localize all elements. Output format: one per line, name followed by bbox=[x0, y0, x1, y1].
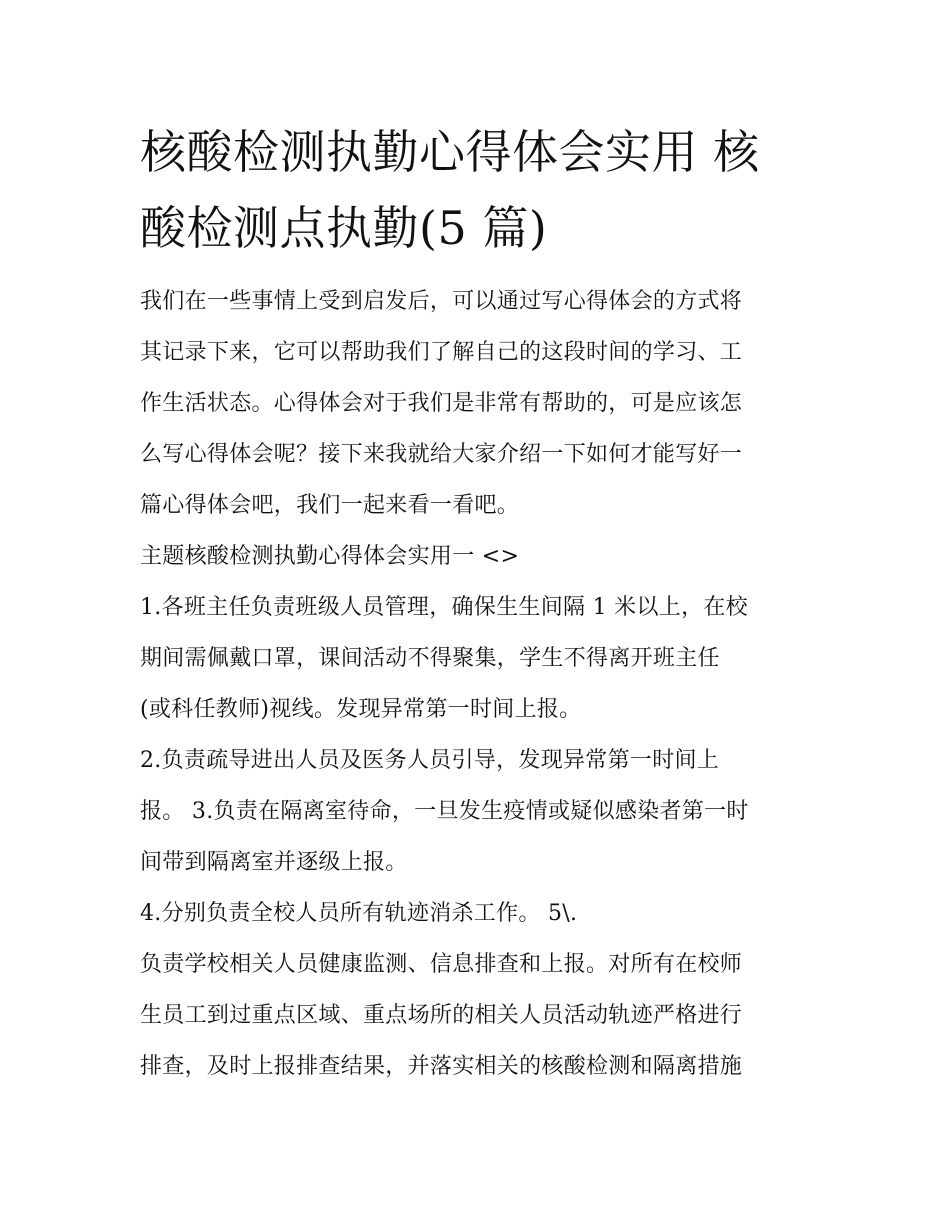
body-line-1: 我们在一些事情上受到启发后，可以通过写心得体会的方式将 bbox=[140, 289, 743, 314]
document-body bbox=[140, 276, 820, 1092]
body-line-10: 2.负责疏导进出人员及医务人员引导，发现异常第一时间上 bbox=[140, 748, 720, 773]
body-line-5: 篇心得体会吧，我们一起来看一看吧。 bbox=[140, 493, 520, 518]
body-line-2: 其记录下来，它可以帮助我们了解自己的这段时间的学习、工 bbox=[140, 340, 743, 365]
body-line-12: 间带到隔离室并逐级上报。 bbox=[140, 850, 408, 875]
title-line-2: 酸检测点执勤(5 篇) bbox=[140, 201, 548, 255]
body-line-3: 作生活状态。心得体会对于我们是非常有帮助的，可是应该怎 bbox=[140, 391, 743, 416]
body-line-14: 负责学校相关人员健康监测、信息排查和上报。对所有在校师 bbox=[140, 952, 743, 977]
body-line-7: 1.各班主任负责班级人员管理，确保生生间隔 1 米以上，在校 bbox=[140, 595, 748, 620]
body-line-11: 报。 3.负责在隔离室待命，一旦发生疫情或疑似感染者第一时 bbox=[140, 799, 749, 824]
title-line-1: 核酸检测执勤心得体会实用 核 bbox=[140, 125, 760, 179]
body-line-15: 生员工到过重点区域、重点场所的相关人员活动轨迹严格进行 bbox=[140, 1003, 743, 1028]
body-line-8: 期间需佩戴口罩，课间活动不得聚集，学生不得离开班主任 bbox=[140, 646, 720, 671]
section-heading: 主题核酸检测执勤心得体会实用一 <> bbox=[140, 544, 520, 569]
document-title bbox=[140, 114, 820, 266]
body-line-4: 么写心得体会呢？接下来我就给大家介绍一下如何才能写好一 bbox=[140, 442, 743, 467]
body-line-16: 排查，及时上报排查结果，并落实相关的核酸检测和隔离措施 bbox=[140, 1054, 743, 1079]
body-line-13: 4.分别负责全校人员所有轨迹消杀工作。 5\. bbox=[140, 901, 578, 926]
body-line-9: (或科任教师)视线。发现异常第一时间上报。 bbox=[140, 697, 582, 722]
